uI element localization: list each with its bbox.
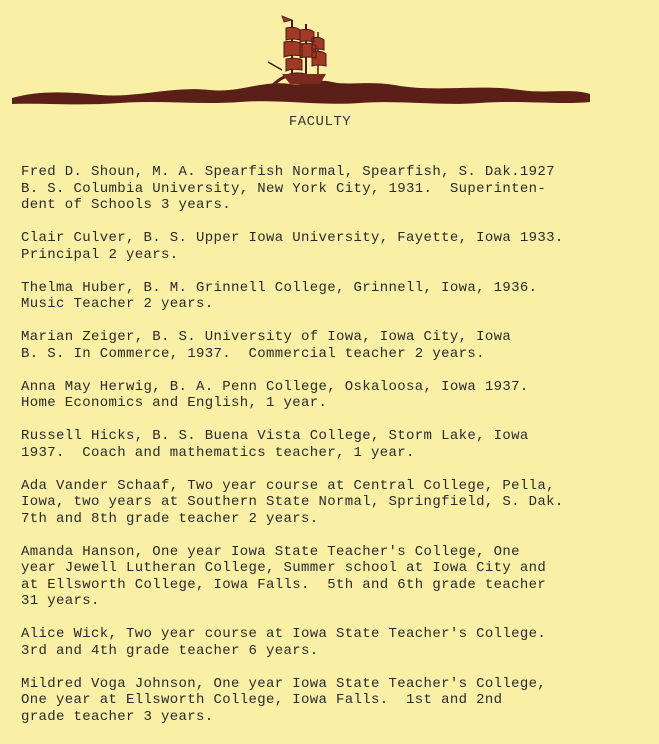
ship-flag	[282, 16, 292, 22]
faculty-entry	[21, 544, 651, 610]
ship-hull	[282, 74, 326, 84]
faculty-entry	[21, 428, 651, 461]
faculty-entry-line: B. S. In Commerce, 1937. Commercial teacher 2 years.	[21, 345, 485, 362]
faculty-entry	[21, 280, 651, 313]
faculty-entry-line: 31 years.	[21, 593, 100, 609]
faculty-entry-line: grade teacher 3 years.	[21, 708, 214, 725]
faculty-entry-line: dent of Schools 3 years.	[21, 197, 232, 213]
faculty-entry-line: Clair Culver, B. S. Upper Iowa University, Fayette, Iowa 1933.	[21, 230, 564, 246]
faculty-entry-line: Thelma Huber, B. M. Grinnell College, Grinnell, Iowa, 1936.	[21, 279, 538, 296]
faculty-entry	[21, 230, 651, 263]
faculty-entry-line: Russell Hicks, B. S. Buena Vista College, Storm Lake, Iowa	[21, 428, 529, 444]
faculty-entry-line: 1937. Coach and mathematics teacher, 1 year.	[21, 444, 415, 461]
faculty-list	[21, 164, 651, 742]
faculty-entry	[21, 164, 651, 214]
faculty-entry-line: Mildred Voga Johnson, One year Iowa State Teacher's College,	[21, 675, 547, 692]
faculty-entry-line: One year at Ellsworth College, Iowa Falls. 1st and 2nd	[21, 692, 503, 708]
faculty-entry-line: Music Teacher 2 years.	[21, 296, 214, 312]
faculty-entry	[21, 379, 651, 412]
faculty-entry-line: year Jewell Lutheran College, Summer school at Iowa City and	[21, 560, 547, 576]
faculty-entry-line: 7th and 8th grade teacher 2 years.	[21, 510, 319, 527]
faculty-entry-line: Iowa, two years at Southern State Normal, Springfield, S. Dak.	[21, 494, 564, 510]
faculty-entry-line: 3rd and 4th grade teacher 6 years.	[21, 642, 319, 659]
faculty-entry	[21, 626, 651, 659]
faculty-entry	[21, 478, 651, 528]
faculty-entry-line: at Ellsworth College, Iowa Falls. 5th and 6th grade teacher	[21, 576, 547, 593]
faculty-entry	[21, 676, 651, 726]
faculty-entry-line: Principal 2 years.	[21, 246, 179, 263]
page-title: FACULTY	[288, 114, 352, 130]
faculty-entry-line: Anna May Herwig, B. A. Penn College, Oskaloosa, Iowa 1937.	[21, 378, 529, 395]
faculty-entry-line: Home Economics and English, 1 year.	[21, 395, 328, 411]
faculty-entry-line: B. S. Columbia University, New York City, 1931. Superinten-	[21, 180, 547, 197]
sea-band	[12, 81, 590, 105]
faculty-entry-line: Alice Wick, Two year course at Iowa State Teacher's College.	[21, 626, 547, 642]
sailing-ship-icon	[0, 10, 659, 110]
faculty-entry-line: Marian Zeiger, B. S. University of Iowa, Iowa City, Iowa	[21, 329, 512, 345]
faculty-entry	[21, 329, 651, 362]
faculty-entry-line: Fred D. Shoun, M. A. Spearfish Normal, Spearfish, S. Dak.1927	[21, 164, 555, 180]
faculty-entry-line: Ada Vander Schaaf, Two year course at Central College, Pella,	[21, 477, 555, 494]
faculty-entry-line: Amanda Hanson, One year Iowa State Teacher's College, One	[21, 543, 520, 560]
